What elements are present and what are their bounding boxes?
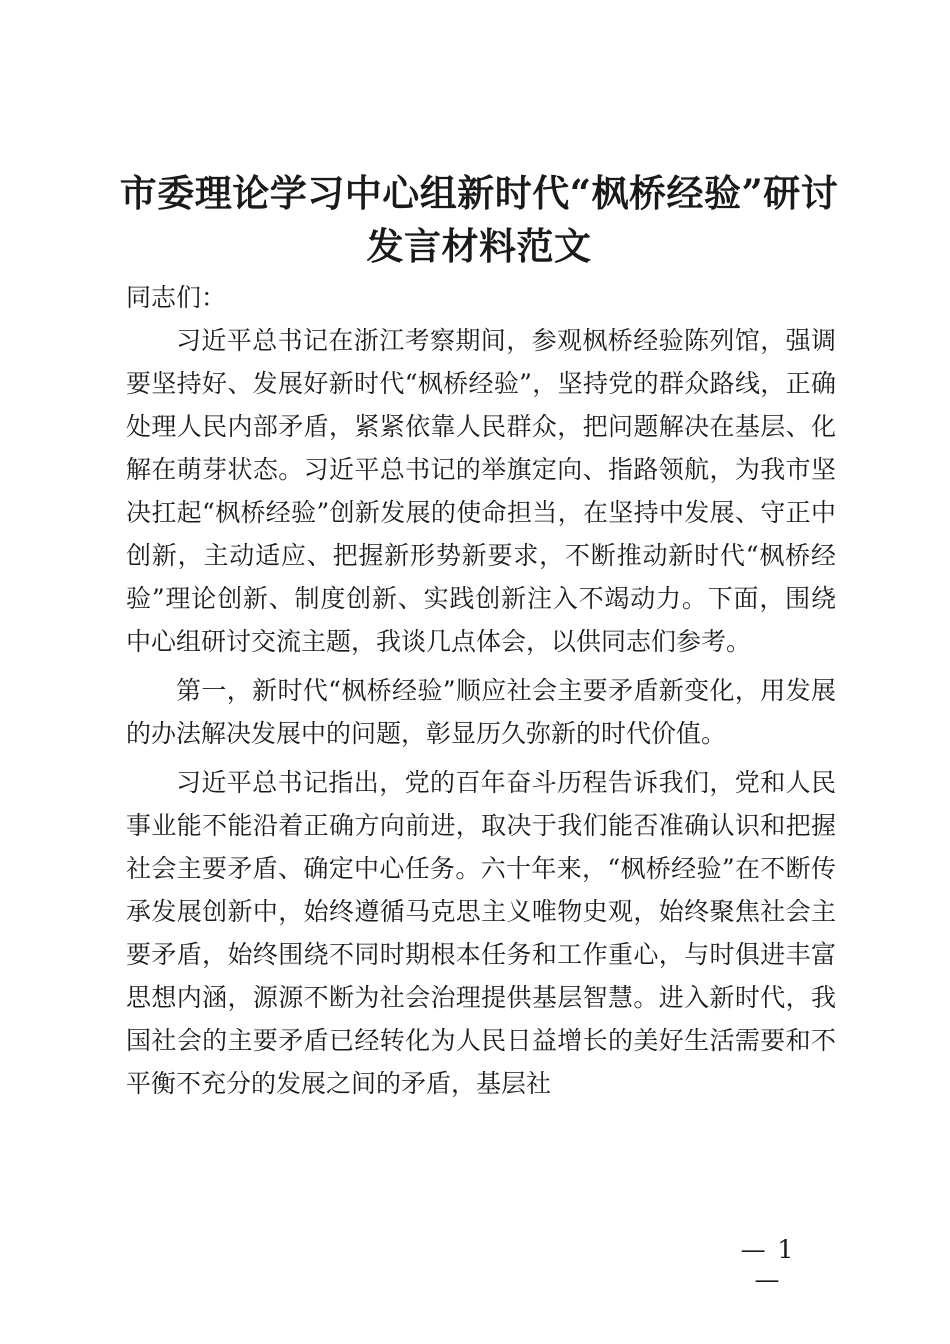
- document-title-line-2: 发言材料范文: [366, 224, 592, 268]
- paragraph-discussion: 习近平总书记指出，党的百年奋斗历程告诉我们，党和人民事业能不能沿着正确方向前进，取决于我们能否准确认识和把握社会主要矛盾、确定中心任务。六十年来，“枫桥经验”在不断传承发展创新中，始终遵循马克思主义唯物史观，始终聚焦社会主要矛盾，始终围绕不同时期根本任务和工作重心，与时俱进丰富思想内涵，源源不断为社会治理提供基层智慧。进入新时代，我国社会的主要矛盾已经转化为人民日益增长的美好生活需要和不平衡不充分的发展之间的矛盾，基层社: [126, 768, 836, 1098]
- document-body: [126, 276, 836, 1105]
- salutation: 同志们：: [126, 283, 227, 312]
- paragraph-intro: 习近平总书记在浙江考察期间，参观枫桥经验陈列馆，强调要坚持好、发展好新时代“枫桥经验”，坚持党的群众路线，正确处理人民内部矛盾，紧紧依靠人民群众，把问题解决在基层、化解在萌芽状态。习近平总书记的举旗定向、指路领航，为我市坚决扛起“枫桥经验”创新发展的使命担当，在坚持中发展、守正中创新，主动适应、把握新形势新要求，不断推动新时代“枫桥经验”理论创新、制度创新、实践创新注入不竭动力。下面，围绕中心组研讨交流主题，我谈几点体会，以供同志们参考。: [126, 326, 836, 656]
- page-number: — 1 —: [740, 1235, 796, 1294]
- paragraph-point-one: 第一，新时代“枫桥经验”顺应社会主要矛盾新变化，用发展的办法解决发展中的问题，彰显历久弥新的时代价值。: [126, 676, 836, 748]
- document-title-line-1: 市委理论学习中心组新时代“枫桥经验”研讨: [119, 171, 839, 215]
